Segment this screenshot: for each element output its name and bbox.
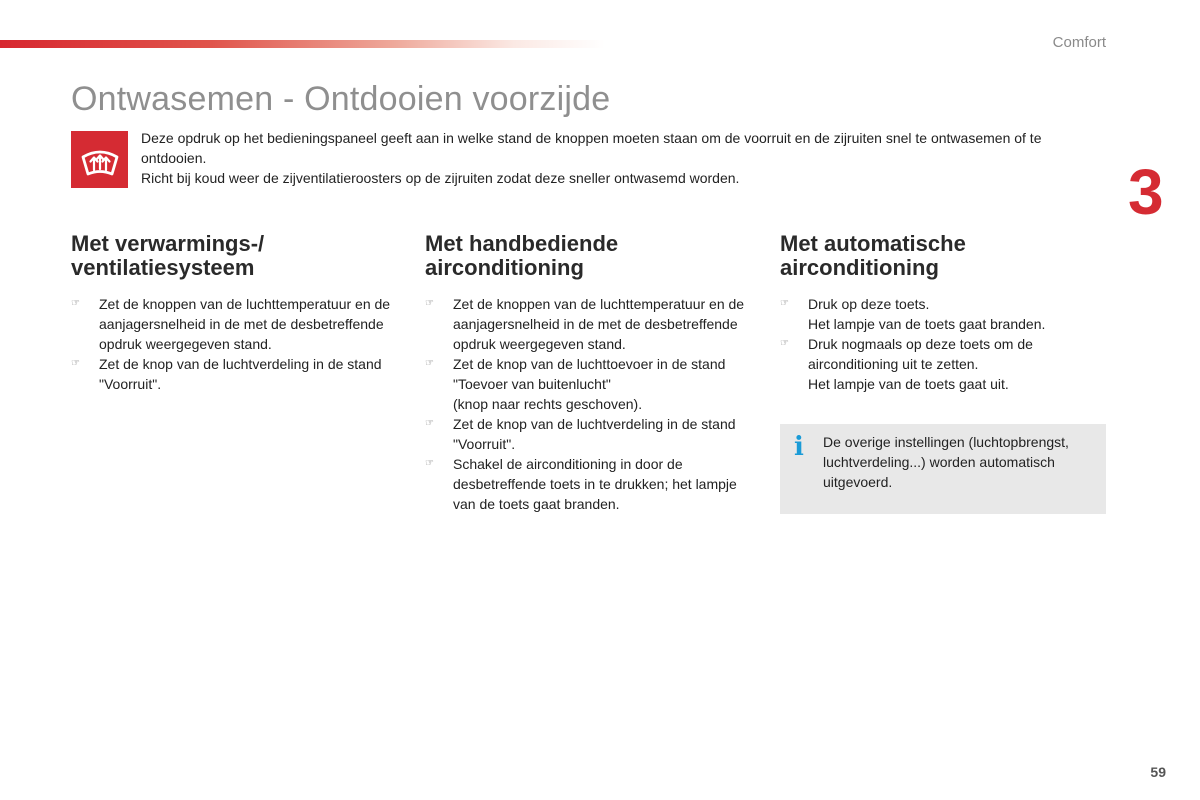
intro-line-1: Deze opdruk op het bedieningspaneel geeft aan in welke stand de knoppen moeten staan om de voorruit en de zijruiten snel te ontwasemen of te ontdooien.: [141, 130, 1042, 166]
step-item: ☞ Zet de knop van de luchtverdeling in de stand "Voorruit".: [71, 356, 382, 392]
section-label: Comfort: [1052, 34, 1106, 51]
header-accent-bar: [0, 40, 605, 48]
pointing-hand-icon: ☞: [425, 298, 434, 309]
chapter-number: 3: [1128, 156, 1164, 228]
column-automatic-ac: [780, 232, 1102, 394]
page-title: Ontwasemen - Ontdooien voorzijde: [71, 80, 611, 118]
step-item: ☞ Zet de knop van de luchtverdeling in de stand "Voorruit".: [425, 416, 736, 452]
windshield-defrost-icon: [71, 131, 128, 188]
step-item: ☞ Schakel de airconditioning in door de desbetreffende toets in te drukken; het lampje van de toets gaat branden.: [425, 456, 737, 512]
column-heading: Met verwarmings-/ ventilatiesysteem: [71, 231, 265, 280]
pointing-hand-icon: ☞: [71, 358, 80, 369]
pointing-hand-icon: ☞: [780, 338, 789, 349]
step-item: ☞ Druk nogmaals op deze toets om de airconditioning uit te zetten. Het lampje van de toets gaat uit.: [780, 336, 1033, 392]
intro-text: [141, 128, 1106, 188]
pointing-hand-icon: ☞: [425, 458, 434, 469]
column-heating-ventilation: [71, 232, 393, 394]
column-heading: Met handbediende airconditioning: [425, 231, 619, 280]
step-item: ☞ Druk op deze toets. Het lampje van de toets gaat branden.: [780, 296, 1046, 332]
step-list: [71, 294, 393, 394]
pointing-hand-icon: ☞: [780, 298, 789, 309]
info-note-text: De overige instellingen (luchtopbrengst, luchtverdeling...) worden automatisch uitgevoerd.: [823, 434, 1069, 490]
pointing-hand-icon: ☞: [425, 418, 434, 429]
step-list: [425, 294, 747, 514]
column-manual-ac: [425, 232, 747, 514]
page-number: 59: [1150, 764, 1166, 780]
pointing-hand-icon: ☞: [425, 358, 434, 369]
info-note: [780, 424, 1106, 514]
step-item: ☞ Zet de knoppen van de luchttemperatuur en de aanjagersnelheid in de met de desbetreffende opdruk weergegeven stand.: [71, 296, 391, 352]
step-list: [780, 294, 1102, 394]
intro-line-2: Richt bij koud weer de zijventilatieroosters op de zijruiten zodat deze sneller ontwasemd worden.: [141, 170, 740, 186]
step-item: ☞ Zet de knoppen van de luchttemperatuur en de aanjagersnelheid in de met de desbetreffende opdruk weergegeven stand.: [425, 296, 745, 352]
info-icon: i: [794, 432, 804, 462]
pointing-hand-icon: ☞: [71, 298, 80, 309]
column-heading: Met automatische airconditioning: [780, 231, 966, 280]
step-item: ☞ Zet de knop van de luchttoevoer in de stand "Toevoer van buitenlucht" (knop naar rechts geschoven).: [425, 356, 726, 412]
